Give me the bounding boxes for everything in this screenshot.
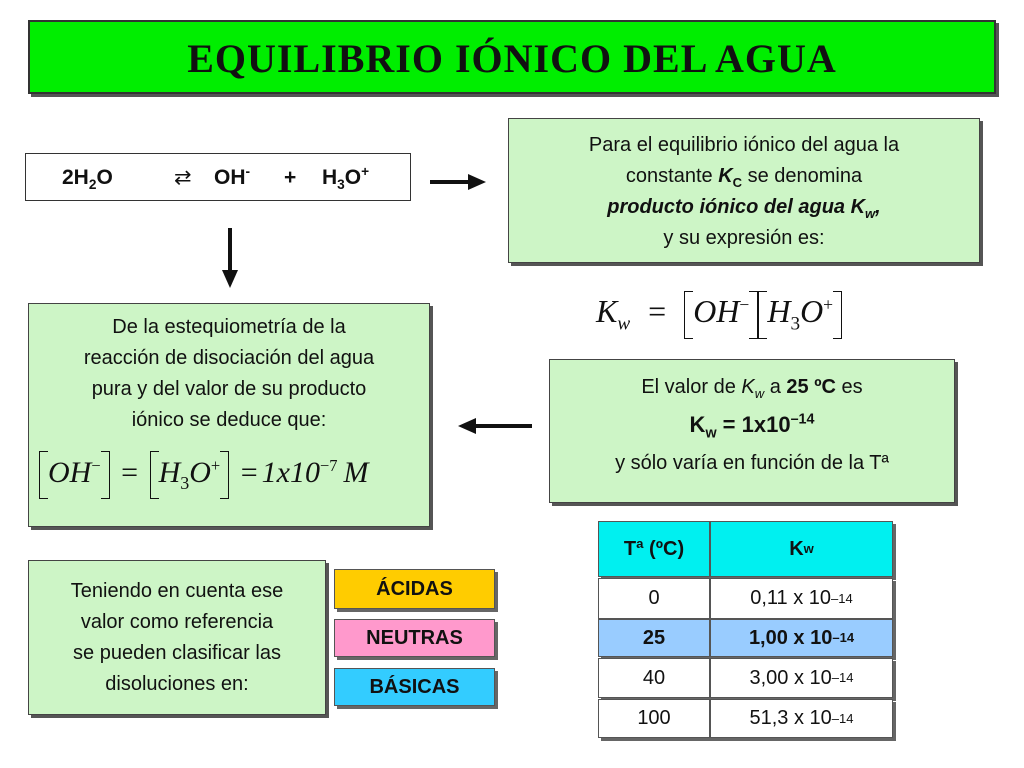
bracket-close [220,451,229,499]
product-hydroxide: OH- [214,164,251,189]
kw-value-main: $K_w = 1x10^{-14}$ [689,411,815,442]
kw-value-line1: El valor de $K_w$ a 25 ºC es [641,376,863,401]
clasif-line4: disoluciones en: [105,673,249,695]
tag-neutras: NEUTRAS [334,619,495,657]
kw-def-line3: producto iónico del agua $K_w$, [607,196,881,221]
table-header-kw: K w [710,521,893,577]
reaction-equation [26,154,410,200]
kw-def-line4: y su expresión es: [663,227,825,249]
clasif-line3: se pueden clasificar las [73,642,281,664]
arrow-right [430,174,486,190]
table-row-temp: 40 [598,658,710,698]
esteq-line3: pura y del valor de su producto [91,378,367,400]
table-row-temp-highlight: 25 [598,619,710,657]
tag-acidas: ÁCIDAS [334,569,495,609]
bracket-open [150,451,159,499]
reaction-box [25,153,411,201]
product-hydronium: $H_3O^+$ [322,164,370,193]
title-banner [28,20,996,94]
table-row-kw: 51,3 x 10 –14 [710,699,893,738]
kw-definition-box [508,118,980,263]
clasif-line2: valor como referencia [80,611,274,633]
table-row-kw: 0,11 x 10 –14 [710,578,893,619]
classification-box [28,560,326,715]
bracket-open [684,291,693,339]
kw-def-line2: constante $K_C$ se denomina [625,165,863,190]
arrow-left [458,418,532,434]
kw-value-box [549,359,955,503]
arrow-down [222,228,238,288]
equilibrium-arrow: ⇄ [174,166,192,189]
table-row-kw: 3,00 x 10 –14 [710,658,893,698]
table-header-temp: Tª (ºC) [598,521,710,577]
tag-basicas: BÁSICAS [334,668,495,706]
esteq-line4: iónico se deduce que: [131,409,327,431]
bracket-close [101,451,110,499]
page-title: EQUILIBRIO IÓNICO DEL AGUA [187,36,837,81]
table-row-temp: 100 [598,699,710,738]
bracket-open [39,451,48,499]
kw-expression: $K_w = OH^-$ $H_3O^+$ [596,284,842,339]
esteq-line2: reacción de disociación del agua [83,347,375,369]
plus-sign: + [284,166,297,189]
esteq-line1: De la estequiometría de la [112,316,346,338]
reactant-water: $2H_2O$ [62,166,113,193]
kw-value-line3: y sólo varía en función de la Tª [615,452,889,474]
table-row-temp: 0 [598,578,710,619]
kw-def-line1: Para el equilibrio iónico del agua la [588,134,900,156]
bracket-close [749,291,758,339]
stoichiometry-box [28,303,430,527]
concentration-equation: $OH^- = H_3O^+ = 1x10^{-7}$ M [29,448,429,499]
clasif-line1: Teniendo en cuenta ese [70,580,284,602]
table-row-kw-highlight: 1,00 x 10 –14 [710,619,893,657]
bracket-open [758,291,767,339]
bracket-close [833,291,842,339]
